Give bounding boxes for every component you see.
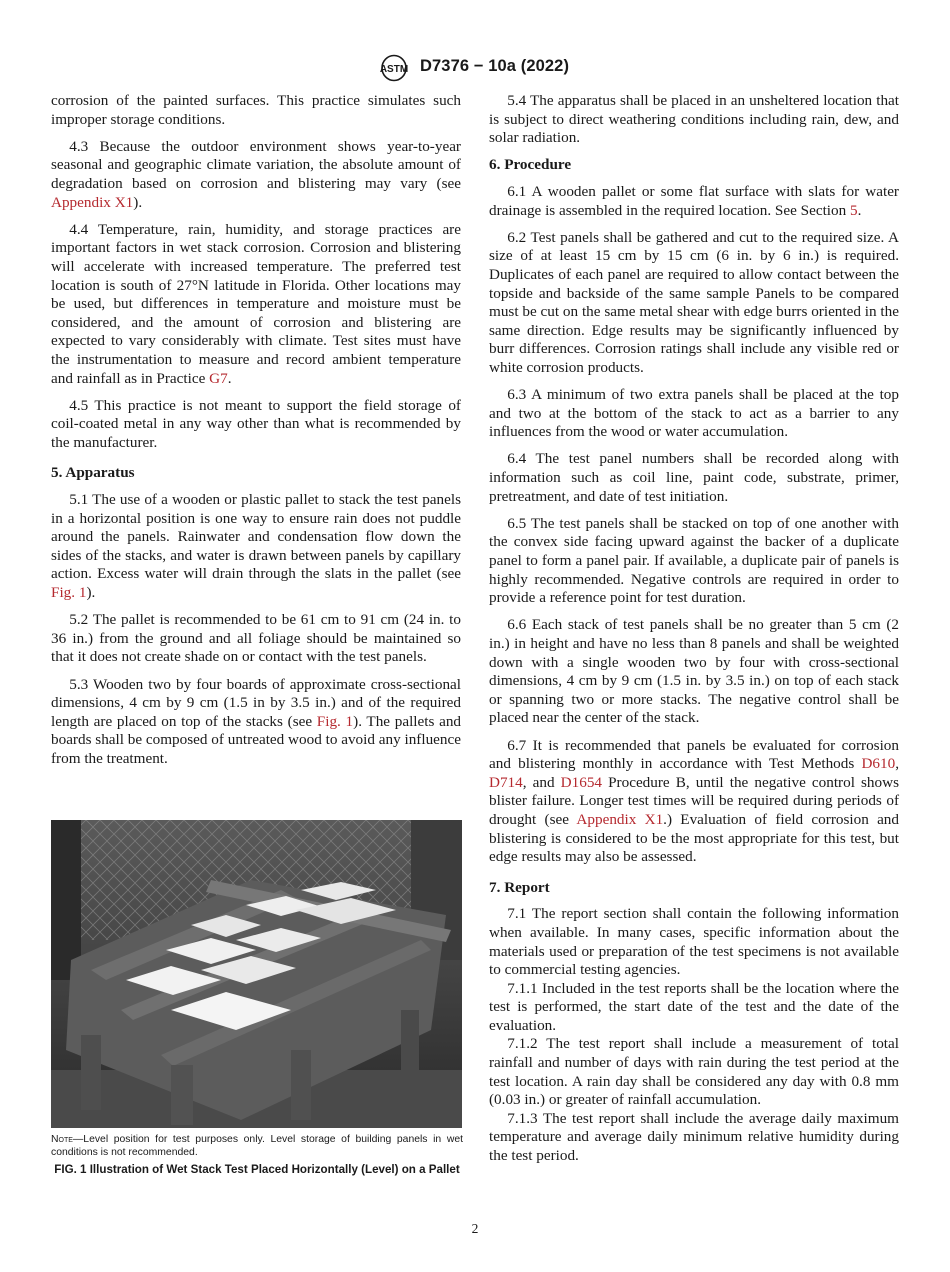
link-fig-1[interactable]: Fig. 1 xyxy=(316,712,354,730)
paragraph-5-4: 5.4 The apparatus shall be placed in an unsheltered location that is subject to direct weathering conditions including rain, dew, and solar radiation. xyxy=(489,92,899,147)
astm-logo-text: ASTM xyxy=(379,64,409,75)
link-appendix-x1[interactable]: Appendix X1 xyxy=(51,193,134,211)
paragraph-4-5: 4.5 This practice is not meant to support the field storage of coil-coated metal in any way other than what is recommended by the manufacturer. xyxy=(51,396,461,451)
section-heading-report: 7. Report xyxy=(489,878,550,896)
right-column xyxy=(489,92,899,1166)
paragraph-6-3: 6.3 A minimum of two extra panels shall be placed at the top and two at the bottom of the stack to act as a barrier to any influences from the wood or water accumulation. xyxy=(489,386,899,441)
paragraph-4-2-continued: corrosion of the painted surfaces. This practice simulates such improper storage conditions. xyxy=(51,92,461,128)
page-header xyxy=(0,54,950,84)
link-d610[interactable]: D610 xyxy=(861,755,896,773)
paragraph-6-6: 6.6 Each stack of test panels shall be no greater than 5 cm (2 in.) in height and have no less than 8 panels and shall be weighted down with a single wooden two by four with cross-sectional dimensions, 4 cm by 9 cm (1.5 in. by 3.5 in.) on top of each stack or spanning two or more stacks. The negative control shall be placed near the center of the stack. xyxy=(489,616,899,727)
paragraph-4-4: 4.4 Temperature, rain, humidity, and storage practices are important factors in wet stack corrosion. Corrosion and blistering will accelerate with increased temperature. The preferred test location is south of 27°N latitude in Florida. Other locations may be used, but differences in temperature and moisture must be considered, and the amount of corrosion and blistering are expected to vary considerably with climate. Test sites must have the instrumentation to measure and record ambient temperature and rainfall as in Practice G7. xyxy=(51,220,461,387)
paragraph-7-1-2: 7.1.2 The test report shall include a measurement of total rainfall and number of days with rain during the test period at the test location. A rain day shall be considered any day with 0.8 mm (0.03 in.) or greater of rainfall accumulation. xyxy=(489,1035,899,1109)
section-heading-apparatus: 5. Apparatus xyxy=(51,464,135,482)
figure-caption: FIG. 1 Illustration of Wet Stack Test Placed Horizontally (Level) on a Pallet xyxy=(54,1163,460,1176)
link-appendix-x1[interactable]: Appendix X1 xyxy=(576,810,664,828)
figure-note-text: —Level position for test purposes only. Level storage of building panels in wet conditions is not recommended. xyxy=(51,1134,463,1158)
paragraph-7-1: 7.1 The report section shall contain the following information when available. In many cases, specific information about the materials used or preparation of the test specimens is not available to commercial testing agencies. xyxy=(489,905,899,979)
paragraph-4-3: 4.3 Because the outdoor environment shows year-to-year seasonal and geographic climate variation, the absolute amount of degradation based on corrosion and blistering may vary (see Appendix X1). xyxy=(51,137,461,211)
link-d1654[interactable]: D1654 xyxy=(560,773,603,791)
paragraph-7-1-1: 7.1.1 Included in the test reports shall be the location where the test is performed, the start date of the test and the date of the evaluation. xyxy=(489,979,899,1034)
section-heading-procedure: 6. Procedure xyxy=(489,156,572,174)
link-fig-1[interactable]: Fig. 1 xyxy=(51,584,87,602)
paragraph-6-1: 6.1 A wooden pallet or some flat surface with slats for water drainage is assembled in the required location. See Section 5. xyxy=(489,182,899,219)
paragraph-5-3: 5.3 Wooden two by four boards of approximate cross-sectional dimensions, 4 cm by 9 cm (1.5 in by 3.5 in.) and of the required length are placed on top of the stacks (see Fig. 1). The pallets and boards shall be composed of untreated wood to avoid any influence from the treatment. xyxy=(51,675,462,767)
figure-note-label: Note xyxy=(51,1134,73,1145)
paragraph-6-5: 6.5 The test panels shall be stacked on top of one another with the convex side facing upward against the backer of a duplicate panel to form a panel pair. If available, a duplicate pair of panels is highly recommended. Negative controls are required in order to provide a reference point for test duration. xyxy=(489,514,899,607)
figure-note xyxy=(51,1133,463,1159)
link-section-5[interactable]: 5 xyxy=(850,201,858,219)
paragraph-6-2: 6.2 Test panels shall be gathered and cut to the required size. A size of at least 15 cm by 15 cm (6 in. by 6 in.) is required. Duplicates of each panel are required to allow contact between the topside and backside of the same sample Panels to be compared must be cut on the same metal shear with edge burrs oriented in the same direction. Edge results may be significantly influenced by burr differences. Corrosion ratings shall include any visible red or white corrosion products. xyxy=(489,228,899,376)
figure-1-photo xyxy=(51,820,462,1128)
paragraph-5-1: 5.1 The use of a wooden or plastic pallet to stack the test panels in a horizontal position is one way to ensure rain does not puddle around the panels. Rainwater and condensation flow down the sides of the stacks, and water is drawn between panels by capillary action. Excess water will drain through the slats in the pallet (see Fig. 1). xyxy=(51,491,461,602)
left-column xyxy=(51,92,461,777)
page-number: 2 xyxy=(471,1221,479,1236)
paragraph-7-1-3: 7.1.3 The test report shall include the average daily maximum temperature and average daily minimum relative humidity during the test period. xyxy=(489,1109,899,1165)
paragraph-6-4: 6.4 The test panel numbers shall be recorded along with information such as coil line, paint code, substrate, primer, pretreatment, and date of test initiation. xyxy=(489,450,899,505)
link-g7[interactable]: G7 xyxy=(209,369,228,387)
paragraph-5-2: 5.2 The pallet is recommended to be 61 cm to 91 cm (24 in. to 36 in.) from the ground and all foliage should be maintained so that it does not create shade on or contact with the test panels. xyxy=(51,611,461,666)
astm-logo-icon xyxy=(374,54,414,82)
link-d714[interactable]: D714 xyxy=(489,773,523,791)
paragraph-6-7: 6.7 It is recommended that panels be evaluated for corrosion and blistering monthly in accordance with Test Methods D610, D714, and D1654 Procedure B, until the negative control shows blister failure. Longer test times will be required during periods of drought (see Appendix X1.) Evaluation of field corrosion and blistering is considered to be the most appropriate for this test, but edge results may also be assessed. xyxy=(489,736,899,866)
standard-designation: D7376 − 10a (2022) xyxy=(420,57,570,75)
